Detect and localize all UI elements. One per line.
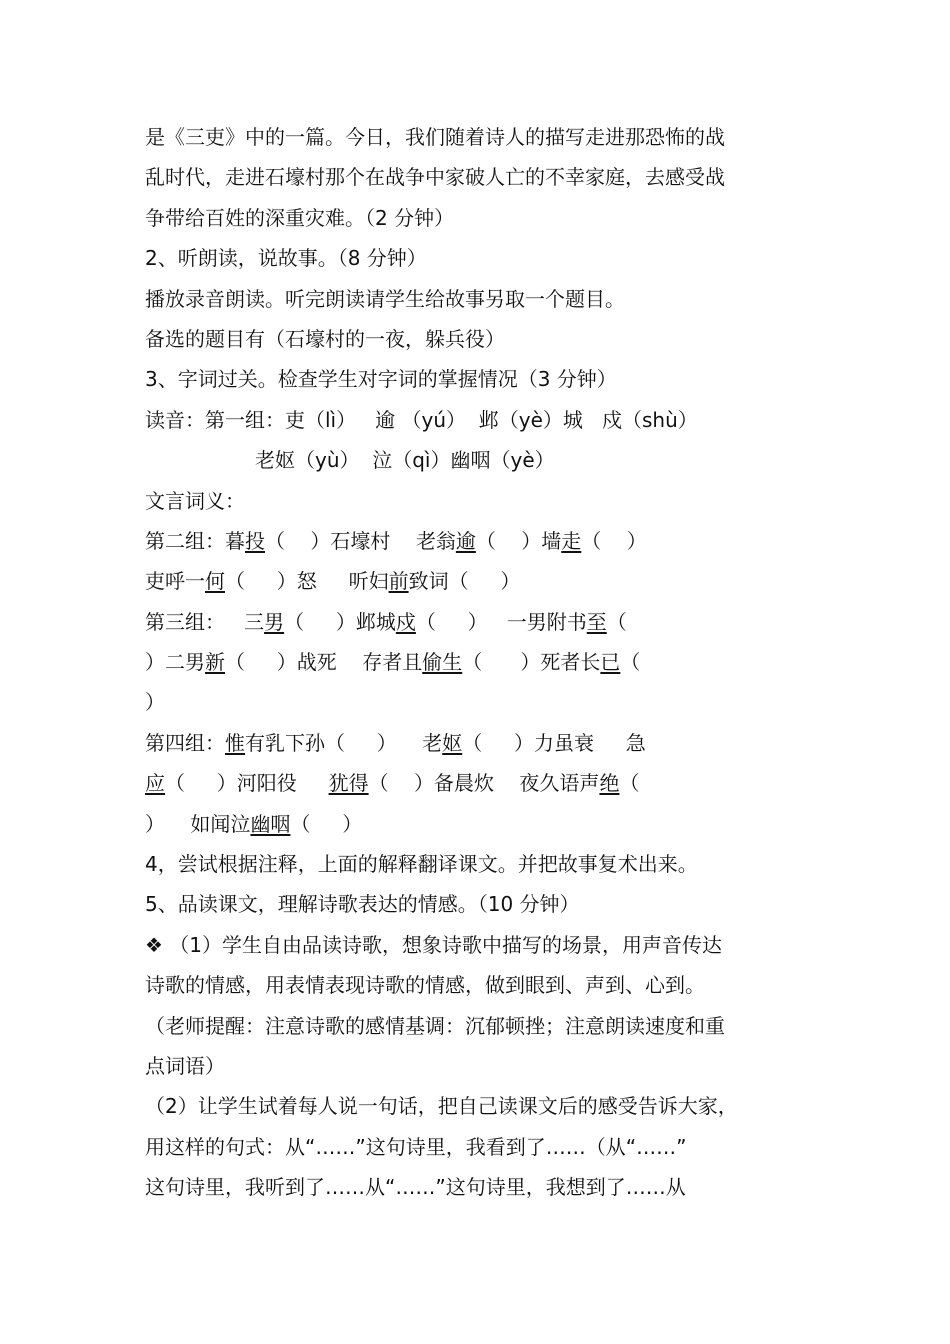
text-segment: 乱时代，走进石壕村那个在战争中家破人亡的不幸家庭，去感受战 [145, 165, 725, 190]
text-segment: （ ） 一男附书 [415, 609, 587, 634]
text-segment: 诗歌的情感，用表情表现诗歌的情感，做到眼到、声到、心到。 [145, 973, 705, 998]
text-line [145, 1127, 810, 1167]
text-segment: （ ） [290, 811, 363, 836]
text-segment: ）二男 [145, 650, 205, 675]
underlined-word: 妪 [442, 730, 463, 755]
text-line [145, 319, 810, 359]
text-line [145, 1086, 810, 1126]
text-segment: 是《三吏》中的一篇。今日，我们随着诗人的描写走进那恐怖的战 [145, 125, 725, 149]
text-segment: 致词（ ） [408, 569, 521, 594]
underlined-word: 逾 [455, 528, 476, 553]
underlined-word: 走 [561, 528, 582, 553]
text-segment: （ [620, 650, 641, 675]
underlined-word: 应 [145, 771, 165, 796]
text-segment: （ [606, 609, 627, 634]
text-segment: 用这样的句式：从“……”这句诗里，我看到了……（从“……” [145, 1134, 687, 1159]
text-line [145, 561, 810, 601]
text-line [145, 804, 810, 844]
underlined-word: 新 [205, 650, 225, 675]
underlined-word: 男 [264, 609, 285, 634]
underlined-word: 绝 [599, 771, 620, 796]
text-line [145, 884, 810, 924]
text-segment: （ ）邺城 [284, 609, 396, 634]
text-segment: （2）让学生试着每人说一句话，把自己读课文后的感受告诉大家， [145, 1094, 738, 1119]
text-segment: 3、字词过关。检查学生对字词的掌握情况（3 分钟） [145, 367, 617, 392]
underlined-word: 戍 [395, 609, 416, 634]
text-segment: 4，尝试根据注释，上面的解释翻译课文。并把故事复术出来。 [145, 852, 698, 877]
text-line [145, 198, 810, 238]
underlined-word: 偷生 [422, 650, 463, 675]
text-segment: 5、品读课文，理解诗歌表达的情感。（10 分钟） [145, 892, 580, 917]
underlined-word: 已 [600, 650, 621, 675]
text-line [145, 1046, 810, 1086]
document-body [145, 117, 810, 1208]
underlined-word: 犹得 [328, 771, 369, 796]
text-segment: 读音：第一组：吏（lì） 逾 （yú） 邺（yè）城 戍（shù） [145, 407, 698, 432]
underlined-word: 幽咽 [250, 811, 291, 836]
text-segment: （ ）死者长 [462, 650, 601, 675]
text-line [145, 359, 810, 399]
text-line [145, 925, 810, 965]
text-segment: ） [145, 690, 165, 715]
text-segment: ） 如闻泣 [145, 811, 251, 836]
text-line [145, 521, 810, 561]
text-segment: （ ）力虽衰 急 [462, 730, 646, 755]
text-line [145, 1006, 810, 1046]
text-segment: 吏呼一 [145, 569, 205, 594]
text-segment: 老妪（yù） 泣（qì）幽咽（yè） [255, 448, 555, 473]
text-segment: 第三组： 三 [145, 609, 265, 634]
text-segment: （ ）怒 听妇 [225, 569, 389, 594]
text-segment: 争带给百姓的深重灾难。（2 分钟） [145, 205, 455, 230]
text-segment: 点词语） [145, 1053, 225, 1078]
underlined-word: 何 [205, 569, 225, 594]
underlined-word: 至 [586, 609, 607, 634]
text-segment: 第二组：暮 [145, 528, 245, 553]
text-line [145, 481, 810, 521]
text-segment: （ ）战死 存者且 [225, 650, 423, 675]
text-segment: （ ）河阳役 [165, 771, 329, 796]
text-segment: （ ）石壕村 老翁 [265, 528, 456, 553]
text-line [145, 157, 810, 197]
underlined-word: 前 [388, 569, 409, 594]
text-segment: （ ）备晨炊 夜久语声 [368, 771, 600, 796]
text-line [145, 844, 810, 884]
text-line [145, 279, 810, 319]
text-segment: 备选的题目有（石壕村的一夜，躲兵役） [145, 326, 505, 351]
underlined-word: 惟 [225, 730, 245, 755]
text-line [145, 682, 810, 722]
text-line [145, 723, 810, 763]
text-line [145, 117, 810, 157]
text-line [145, 440, 810, 480]
text-segment: ❖ （1）学生自由品读诗歌，想象诗歌中描写的场景，用声音传达 [145, 932, 723, 957]
text-segment: 第四组： [145, 730, 225, 755]
text-segment: （ [619, 771, 640, 796]
text-line [145, 400, 810, 440]
text-segment: （老师提醒：注意诗歌的感情基调：沉郁顿挫；注意朗读速度和重 [145, 1013, 725, 1038]
text-segment: 播放录音朗读。听完朗读请学生给故事另取一个题目。 [145, 286, 625, 311]
text-line [145, 642, 810, 682]
text-segment: 有乳下孙（ ） 老 [245, 730, 443, 755]
text-segment: 这句诗里，我听到了……从“……”这句诗里，我想到了……从 [145, 1175, 686, 1200]
text-line [145, 602, 810, 642]
underlined-word: 投 [245, 528, 265, 553]
text-line [145, 238, 810, 278]
text-line [145, 1167, 810, 1207]
text-line [145, 965, 810, 1005]
text-segment: （ ） [581, 528, 647, 553]
text-line [145, 763, 810, 803]
text-segment: 2、听朗读，说故事。（8 分钟） [145, 246, 427, 271]
text-segment: 文言词义： [145, 488, 245, 513]
text-segment: （ ）墙 [475, 528, 562, 553]
